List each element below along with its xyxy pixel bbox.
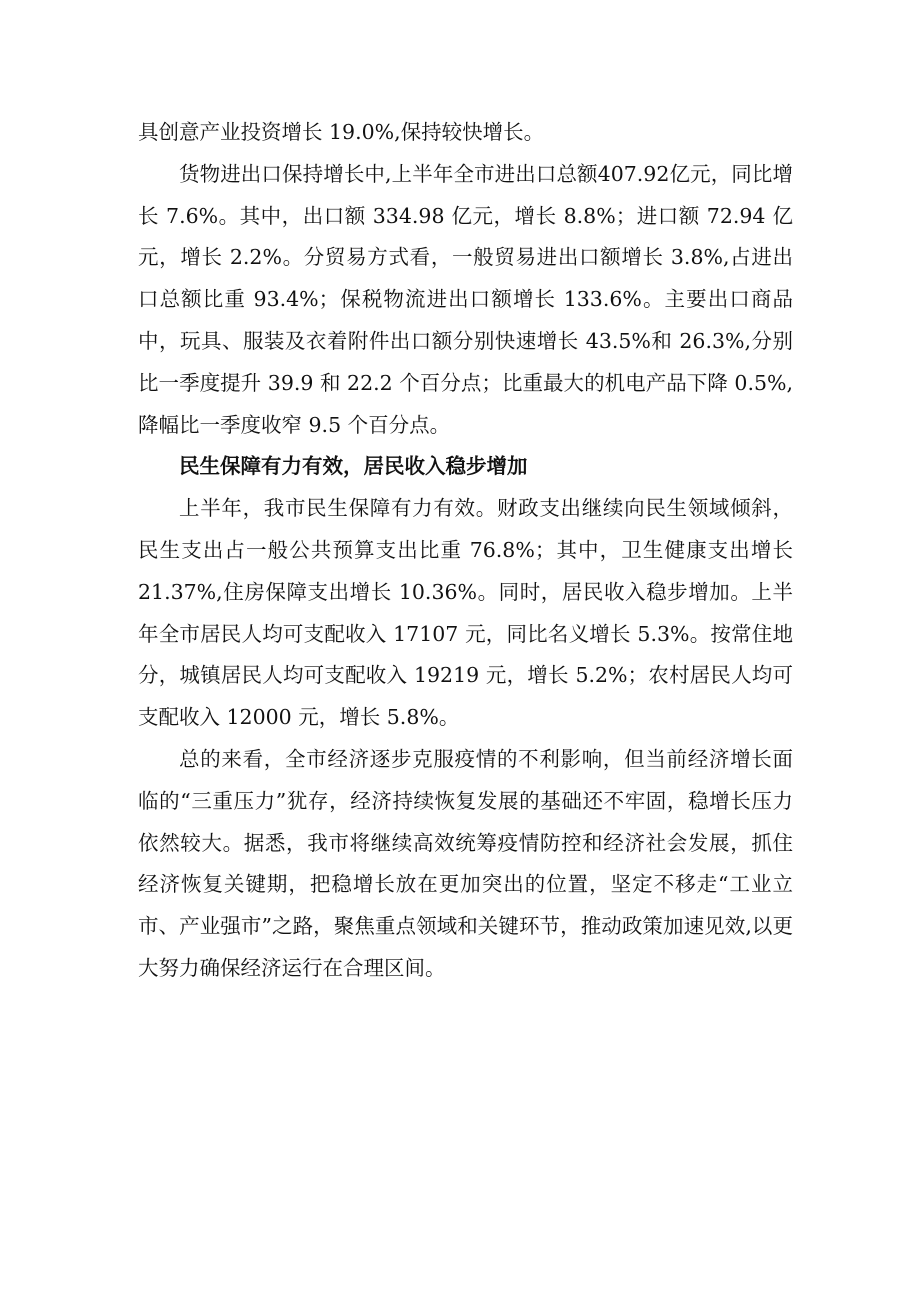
section-heading-livelihood: 民生保障有力有效，居民收入稳步增加 <box>179 454 528 479</box>
paragraph-trade: 货物进出口保持增长中,上半年全市进出口总额407.92亿元，同比增长 7.6%。其中，出口额 334.98 亿元，增长 8.8%；进口额 72.94 亿元，增长 2.2%。分贸易方式看，一般贸易进出口额增长 3.8%,占进出口总额比重 93.4%；保税物流进出口额增长 133.6%。主要出口商品中，玩具、服装及衣着附件出口额分别快速增长 43.5%和 26.3%,分别比一季度提升 39.9 和 22.2 个百分点；比重最大的机电产品下降 0.5%,降幅比一季度收窄 9.5 个百分点。 <box>138 161 793 437</box>
paragraph-summary: 总的来看，全市经济逐步克服疫情的不利影响，但当前经济增长面临的“三重压力”犹存，经济持续恢复发展的基础还不牢固，稳增长压力依然较大。据悉，我市将继续高效统筹疫情防控和经济社会发展，抓住经济恢复关键期，把稳增长放在更加突出的位置，坚定不移走“工业立市、产业强市”之路，聚焦重点领域和关键环节，推动政策加速见效,以更大努力确保经济运行在合理区间。 <box>138 746 793 980</box>
paragraph-livelihood: 上半年，我市民生保障有力有效。财政支出继续向民生领域倾斜，民生支出占一般公共预算支出比重 76.8%；其中，卫生健康支出增长 21.37%,住房保障支出增长 10.36%。同时，居民收入稳步增加。上半年全市居民人均可支配收入 17107 元，同比名义增长 5.3%。按常住地分，城镇居民人均可支配收入 19219 元，增长 5.2%；农村居民人均可支配收入 12000 元，增长 5.8%。 <box>138 496 793 730</box>
document-page <box>138 112 793 990</box>
paragraph-investment-continuation: 具创意产业投资增长 19.0%,保持较快增长。 <box>138 120 545 144</box>
